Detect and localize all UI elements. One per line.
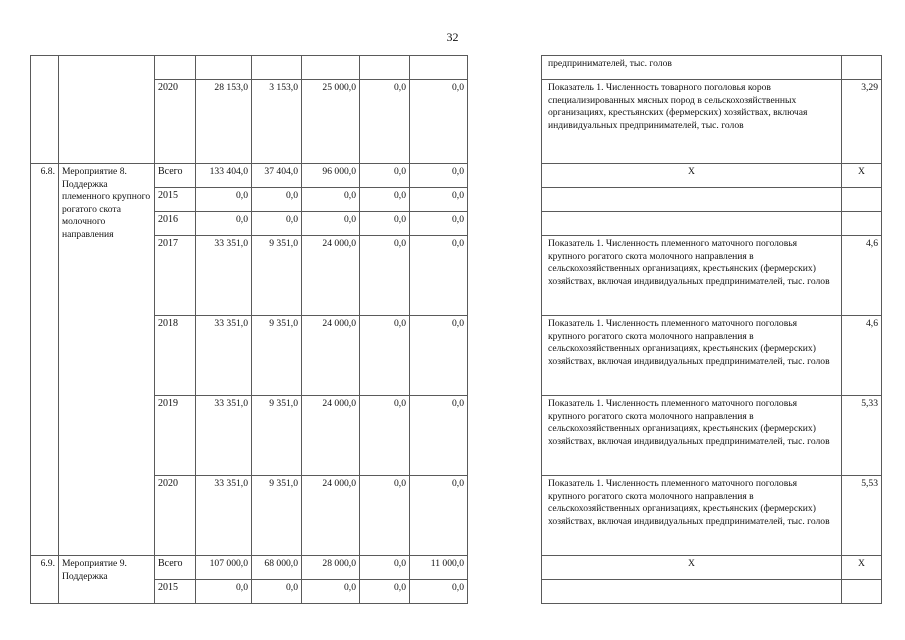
year-cell: 2020 xyxy=(155,80,196,164)
table-row xyxy=(31,476,882,556)
funding-cell: 0,0 xyxy=(410,396,468,476)
table-row xyxy=(31,236,882,316)
table-row xyxy=(31,580,882,604)
total-cell: 33 351,0 xyxy=(196,396,252,476)
indicator-value: 4,6 xyxy=(842,236,882,316)
year-cell: 2015 xyxy=(155,580,196,604)
year-cell: 2015 xyxy=(155,188,196,212)
program-table xyxy=(30,55,882,604)
funding-cell: 0,0 xyxy=(410,80,468,164)
funding-cell: 68 000,0 xyxy=(252,556,302,580)
table-row xyxy=(31,188,882,212)
funding-cell: 0,0 xyxy=(360,236,410,316)
total-cell: 133 404,0 xyxy=(196,164,252,188)
total-cell: 28 153,0 xyxy=(196,80,252,164)
year-cell: Всего xyxy=(155,556,196,580)
funding-cell: 0,0 xyxy=(410,188,468,212)
measure-name-cell: Мероприятие 9. Поддержка xyxy=(59,556,155,604)
table-row xyxy=(31,164,882,188)
measure-name-cell xyxy=(59,56,155,164)
funding-cell: 3 153,0 xyxy=(252,80,302,164)
year-cell: 2017 xyxy=(155,236,196,316)
funding-cell: 9 351,0 xyxy=(252,316,302,396)
funding-cell: 0,0 xyxy=(410,580,468,604)
indicator-text: X xyxy=(542,164,842,188)
table-row xyxy=(31,396,882,476)
row-number-cell xyxy=(31,56,59,164)
funding-cell: 37 404,0 xyxy=(252,164,302,188)
indicator-text: предпринимателей, тыс. голов xyxy=(542,56,842,80)
funding-cell: 0,0 xyxy=(302,580,360,604)
indicator-value: 5,53 xyxy=(842,476,882,556)
funding-cell: 0,0 xyxy=(360,212,410,236)
indicator-text: Показатель 1. Численность племенного маточного поголовья крупного рогатого скота молочного направления в сельскохозяйственных организациях, крестьянских (фермерских) хозяйствах, включая индивидуальных предпринимателей, тыс. голов xyxy=(542,476,842,556)
total-cell: 33 351,0 xyxy=(196,316,252,396)
table-row xyxy=(31,80,882,164)
funding-cell: 25 000,0 xyxy=(302,80,360,164)
funding-cell: 0,0 xyxy=(360,188,410,212)
year-cell: Всего xyxy=(155,164,196,188)
indicator-value: 3,29 xyxy=(842,80,882,164)
indicator-value: 5,33 xyxy=(842,396,882,476)
total-cell: 0,0 xyxy=(196,580,252,604)
year-cell: 2020 xyxy=(155,476,196,556)
funding-cell: 0,0 xyxy=(410,316,468,396)
year-cell: 2016 xyxy=(155,212,196,236)
funding-cell: 0,0 xyxy=(360,580,410,604)
funding-cell: 0,0 xyxy=(252,580,302,604)
funding-cell: 24 000,0 xyxy=(302,396,360,476)
funding-cell: 11 000,0 xyxy=(410,556,468,580)
funding-cell: 0,0 xyxy=(360,164,410,188)
table-row xyxy=(31,556,882,580)
indicator-text: Показатель 1. Численность племенного маточного поголовья крупного рогатого скота молочного направления в сельскохозяйственных организациях, крестьянских (фермерских) хозяйствах, включая индивидуальных предпринимателей, тыс. голов xyxy=(542,316,842,396)
table-row xyxy=(31,212,882,236)
funding-cell: 0,0 xyxy=(302,212,360,236)
total-cell: 33 351,0 xyxy=(196,236,252,316)
funding-cell: 9 351,0 xyxy=(252,236,302,316)
funding-cell: 0,0 xyxy=(360,556,410,580)
indicator-text: X xyxy=(542,556,842,580)
funding-cell: 0,0 xyxy=(252,212,302,236)
year-cell: 2018 xyxy=(155,316,196,396)
funding-cell: 0,0 xyxy=(360,316,410,396)
funding-cell: 28 000,0 xyxy=(302,556,360,580)
funding-cell: 0,0 xyxy=(302,188,360,212)
funding-cell: 0,0 xyxy=(360,476,410,556)
total-cell: 0,0 xyxy=(196,188,252,212)
funding-cell: 0,0 xyxy=(252,188,302,212)
indicator-value: X xyxy=(842,556,882,580)
funding-cell: 0,0 xyxy=(360,80,410,164)
row-number-cell: 6.8. xyxy=(31,164,59,556)
funding-cell: 96 000,0 xyxy=(302,164,360,188)
indicator-value: 4,6 xyxy=(842,316,882,396)
funding-cell: 24 000,0 xyxy=(302,236,360,316)
funding-cell: 9 351,0 xyxy=(252,476,302,556)
total-cell: 33 351,0 xyxy=(196,476,252,556)
table-row xyxy=(31,56,882,80)
funding-cell: 24 000,0 xyxy=(302,316,360,396)
indicator-text: Показатель 1. Численность племенного маточного поголовья крупного рогатого скота молочного направления в сельскохозяйственных организациях, крестьянских (фермерских) хозяйствах, включая индивидуальных предпринимателей, тыс. голов xyxy=(542,236,842,316)
table-row xyxy=(31,316,882,396)
funding-cell: 0,0 xyxy=(410,164,468,188)
funding-cell: 0,0 xyxy=(410,476,468,556)
measure-name-cell: Мероприятие 8. Поддержка племенного крупного рогатого скота молочного направления xyxy=(59,164,155,556)
total-cell: 107 000,0 xyxy=(196,556,252,580)
row-number-cell: 6.9. xyxy=(31,556,59,604)
funding-cell: 9 351,0 xyxy=(252,396,302,476)
total-cell: 0,0 xyxy=(196,212,252,236)
funding-cell: 24 000,0 xyxy=(302,476,360,556)
year-cell: 2019 xyxy=(155,396,196,476)
indicator-value: X xyxy=(842,164,882,188)
funding-cell: 0,0 xyxy=(410,236,468,316)
page-number: 32 xyxy=(446,30,459,44)
funding-cell: 0,0 xyxy=(410,212,468,236)
indicator-text: Показатель 1. Численность племенного маточного поголовья крупного рогатого скота молочного направления в сельскохозяйственных организациях, крестьянских (фермерских) хозяйствах, включая индивидуальных предпринимателей, тыс. голов xyxy=(542,396,842,476)
funding-cell: 0,0 xyxy=(360,396,410,476)
indicator-text: Показатель 1. Численность товарного поголовья коров специализированных мясных пород в сельскохозяйственных организациях, крестьянских (фермерских) хозяйствах, включая индивидуальных предпринимателей, тыс. голов xyxy=(542,80,842,164)
